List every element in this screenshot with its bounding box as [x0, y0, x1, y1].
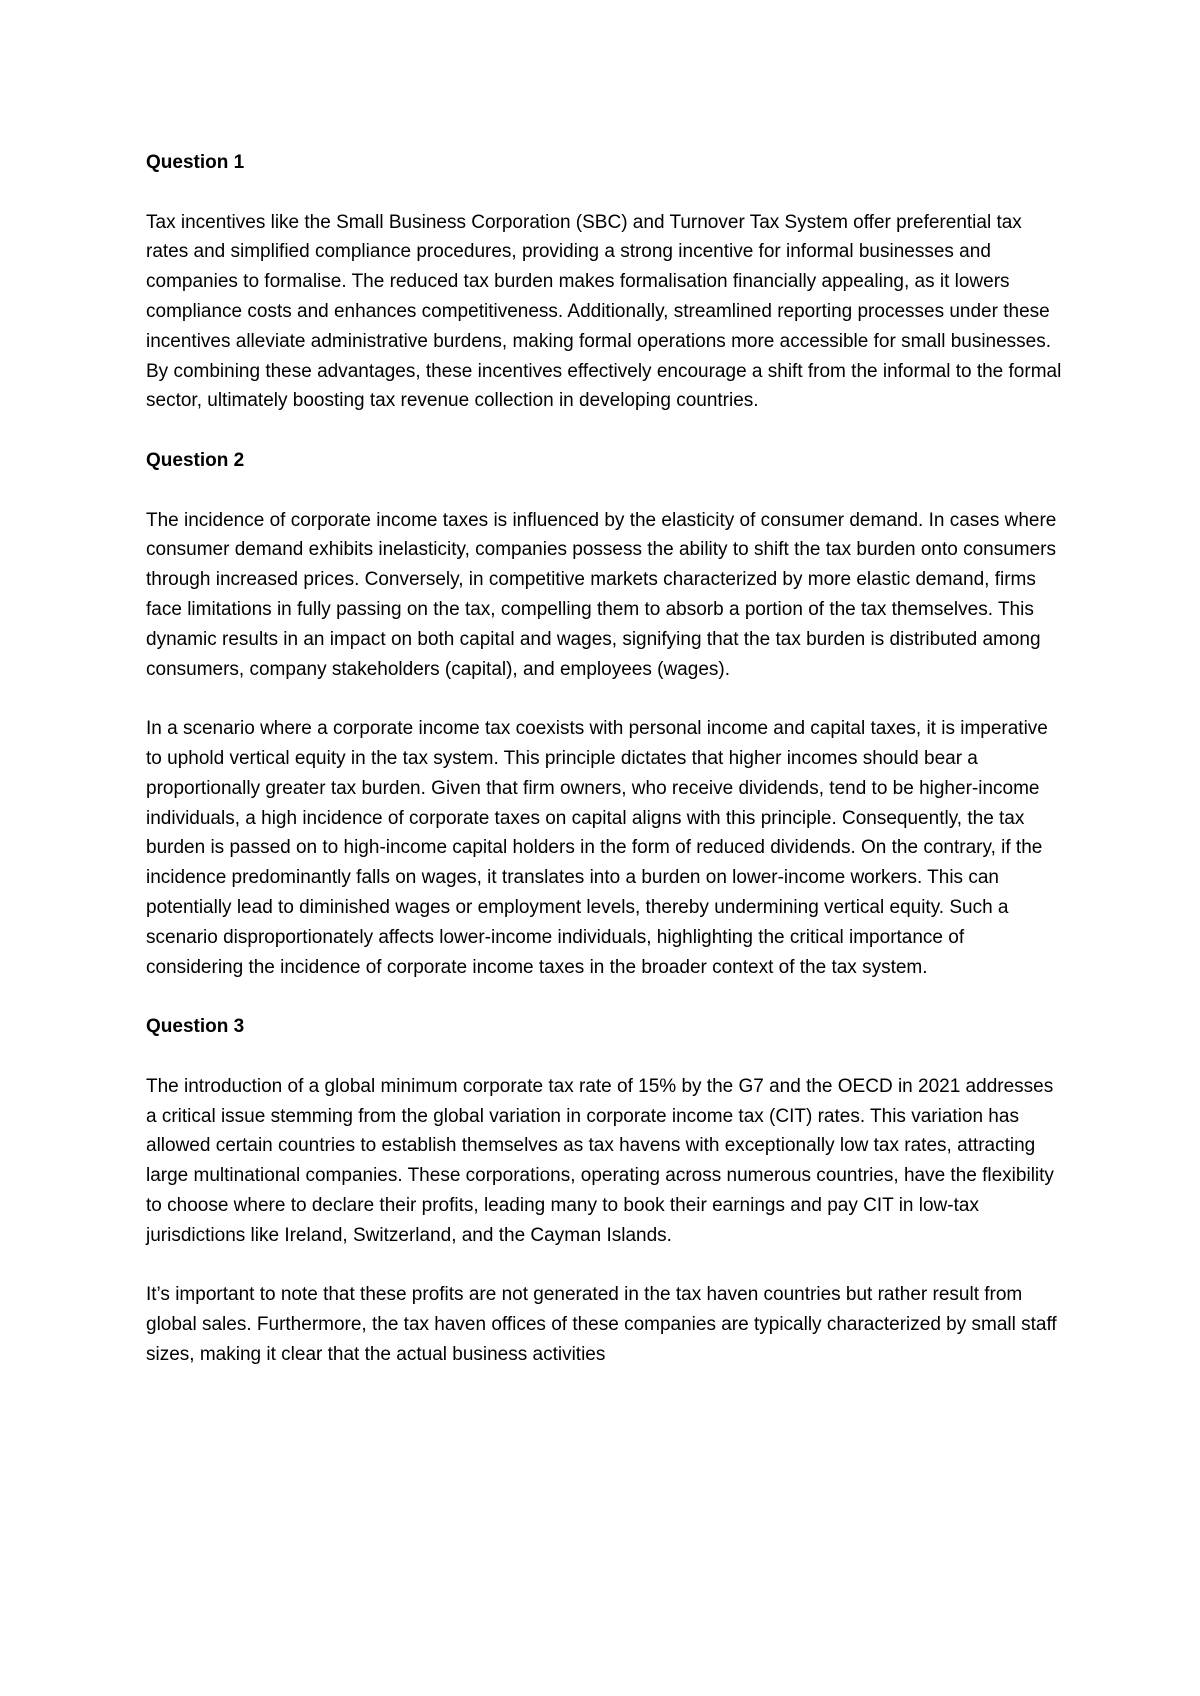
- question-1-paragraph-1: Tax incentives like the Small Business Corporation (SBC) and Turnover Tax System offer preferential tax rates and simplified compliance procedures, providing a strong incentive for informal businesses and companies to formalise. The reduced tax burden makes formalisation financially appealing, as it lowers compliance costs and enhances competitiveness. Additionally, streamlined reporting processes under these incentives alleviate administrative burdens, making formal operations more accessible for small businesses. By combining these advantages, these incentives effectively encourage a shift from the informal to the formal sector, ultimately boosting tax revenue collection in developing countries.: [146, 211, 1062, 412]
- question-3-heading: Question 3: [146, 1016, 245, 1038]
- document-body: [146, 148, 1066, 1399]
- question-2-heading: Question 2: [146, 449, 245, 471]
- question-3-section: [146, 1012, 1066, 1370]
- question-2-section: [146, 446, 1066, 982]
- question-3-paragraph-2: It’s important to note that these profits are not generated in the tax haven countries but rather result from global sales. Furthermore, the tax haven offices of these companies are typically characterized by small staff sizes, making it clear that the actual business activities: [146, 1284, 1057, 1365]
- question-1-heading: Question 1: [146, 152, 245, 173]
- question-3-paragraph-1: The introduction of a global minimum corporate tax rate of 15% by the G7 and the OECD in 2021 addresses a critical issue stemming from the global variation in corporate income tax (CIT) rates. This variation has allowed certain countries to establish themselves as tax havens with exceptionally low tax rates, attracting large multinational companies. These corporations, operating across numerous countries, have the flexibility to choose where to declare their profits, leading many to book their earnings and pay CIT in low-tax jurisdictions like Ireland, Switzerland, and the Cayman Islands.: [146, 1075, 1054, 1246]
- question-2-paragraph-1: The incidence of corporate income taxes is influenced by the elasticity of consumer demand. In cases where consumer demand exhibits inelasticity, companies possess the ability to shift the tax burden onto consumers through increased prices. Conversely, in competitive markets characterized by more elastic demand, firms face limitations in fully passing on the tax, compelling them to absorb a portion of the tax themselves. This dynamic results in an impact on both capital and wages, signifying that the tax burden is distributed among consumers, company stakeholders (capital), and employees (wages).: [146, 509, 1057, 680]
- question-1-section: [146, 148, 1066, 416]
- question-2-paragraph-2: In a scenario where a corporate income tax coexists with personal income and capital taxes, it is imperative to uphold vertical equity in the tax system. This principle dictates that higher incomes should bear a proportionally greater tax burden. Given that firm owners, who receive dividends, tend to be higher-income individuals, a high incidence of corporate taxes on capital aligns with this principle. Consequently, the tax burden is passed on to high-income capital holders in the form of reduced dividends. On the contrary, if the incidence predominantly falls on wages, it translates into a burden on lower-income workers. This can potentially lead to diminished wages or employment levels, thereby undermining vertical equity. Such a scenario disproportionately affects lower-income individuals, highlighting the critical importance of considering the incidence of corporate income taxes in the broader context of the tax system.: [146, 718, 1048, 978]
